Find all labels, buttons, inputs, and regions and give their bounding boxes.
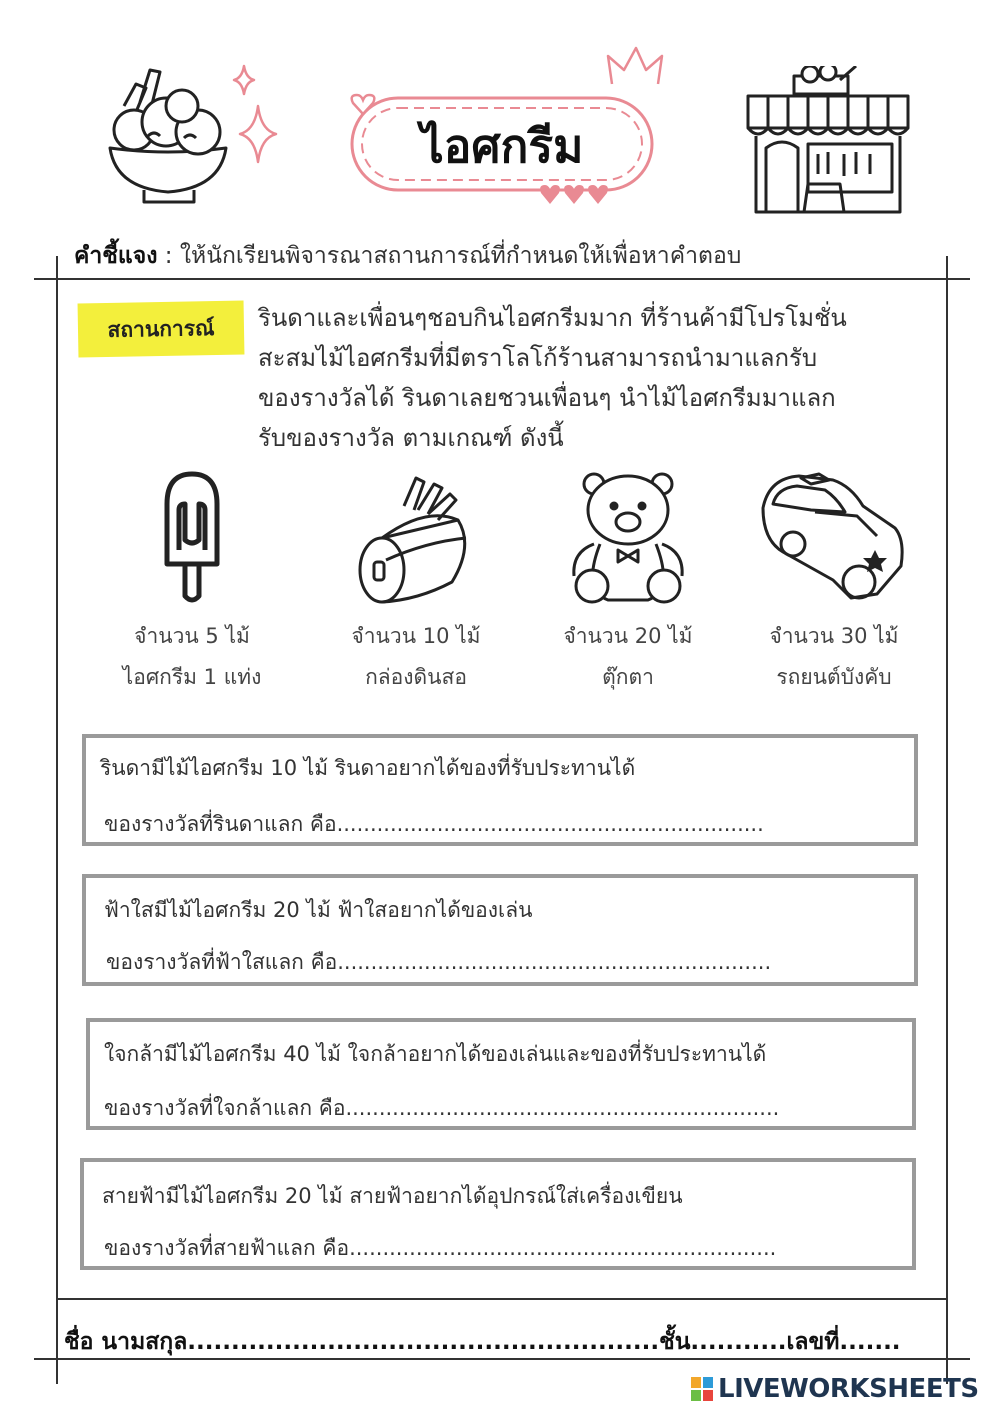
answer-line[interactable]: ของรางวัลที่ใจกล้าแลก คือ.................................................................	[104, 1096, 780, 1120]
question-box-2	[82, 874, 918, 986]
sparkle-icon	[232, 62, 282, 172]
answer-line[interactable]: ของรางวัลที่สายฟ้าแลก คือ................................................................	[104, 1236, 777, 1260]
question-box-3	[86, 1018, 916, 1130]
question-text: สายฟ้ามีไม้ไอศกรีม 20 ไม้ สายฟ้าอยากได้อุปกรณ์ใส่เครื่องเขียน	[102, 1184, 683, 1208]
answer-line[interactable]: ของรางวัลที่ฟ้าใสแลก คือ.................................................................	[106, 950, 772, 974]
liveworksheets-logo-icon	[690, 1376, 714, 1402]
answer-line[interactable]: ของรางวัลที่รินดาแลก คือ................................................................	[104, 812, 764, 836]
prize-name: รถยนต์บังคับ	[776, 665, 892, 689]
situation-tag: สถานการณ์	[78, 301, 245, 358]
question-text: รินดามีไม้ไอศกรีม 10 ไม้ รินดาอยากได้ของที่รับประทานได้	[100, 756, 636, 780]
brand-text: LIVEWORKSHEETS	[718, 1374, 979, 1404]
police-car-icon	[759, 470, 909, 606]
frame-left-line	[56, 256, 58, 1384]
situation-line: ของรางวัลได้ รินดาเลยชวนเพื่อนๆ นำไม้ไอศกรีมมาแลก	[258, 384, 836, 412]
teddy-bear-icon	[568, 470, 688, 606]
frame-footer-top-line	[56, 1298, 948, 1300]
ice-cream-shop-icon	[744, 66, 912, 216]
situation-text	[258, 298, 948, 458]
prize-police-car	[734, 470, 934, 694]
prize-teddy-bear	[528, 470, 728, 694]
situation-line: รินดาและเพื่อนๆชอบกินไอศกรีมมาก ที่ร้านค้ามีโปรโมชั่น	[258, 304, 847, 332]
crown-icon	[606, 44, 666, 90]
ice-cream-bowl-icon	[104, 66, 232, 206]
prize-pencil-case	[316, 470, 516, 694]
prize-quantity: จำนวน 10 ไม้	[351, 624, 481, 648]
page-title: ไอศกรีม	[420, 119, 584, 173]
heart-icon	[350, 92, 376, 116]
prize-quantity: จำนวน 20 ไม้	[563, 624, 693, 648]
situation-line: รับของรางวัล ตามเกณฑ์ ดังนี้	[258, 424, 564, 452]
popsicle-icon	[157, 470, 227, 606]
prize-name: กล่องดินสอ	[365, 665, 467, 689]
liveworksheets-logo	[690, 1374, 979, 1404]
instruction-separator: :	[157, 243, 180, 269]
situation-line: สะสมไม้ไอศกรีมที่มีตราโลโก้ร้านสามารถนำมาแลกรับ	[258, 344, 818, 372]
instruction-label: คำชี้แจง	[74, 243, 158, 269]
instruction-text: ให้นักเรียนพิจารณาสถานการณ์ที่กำหนดให้เพื่อหาคำตอบ	[179, 243, 742, 269]
prize-quantity: จำนวน 5 ไม้	[134, 624, 250, 648]
name-class-number-line[interactable]: ชื่อ นามสกุล......................................................ชั้น...........เลขที่.......	[64, 1329, 901, 1355]
prize-popsicle	[92, 470, 292, 694]
question-text: ใจกล้ามีไม้ไอศกรีม 40 ไม้ ใจกล้าอยากได้ของเล่นและของที่รับประทานได้	[104, 1042, 767, 1066]
pencil-case-icon	[356, 470, 476, 606]
hearts-icon	[538, 180, 610, 206]
instruction	[74, 238, 741, 274]
prize-quantity: จำนวน 30 ไม้	[769, 624, 899, 648]
question-box-4	[80, 1158, 916, 1270]
question-text: ฟ้าใสมีไม้ไอศกรีม 20 ไม้ ฟ้าใสอยากได้ของเล่น	[104, 898, 533, 922]
question-box-1	[82, 734, 918, 846]
frame-top-line	[34, 278, 970, 280]
prize-name: ไอศกรีม 1 แท่ง	[122, 665, 262, 689]
prize-name: ตุ๊กตา	[602, 665, 654, 689]
